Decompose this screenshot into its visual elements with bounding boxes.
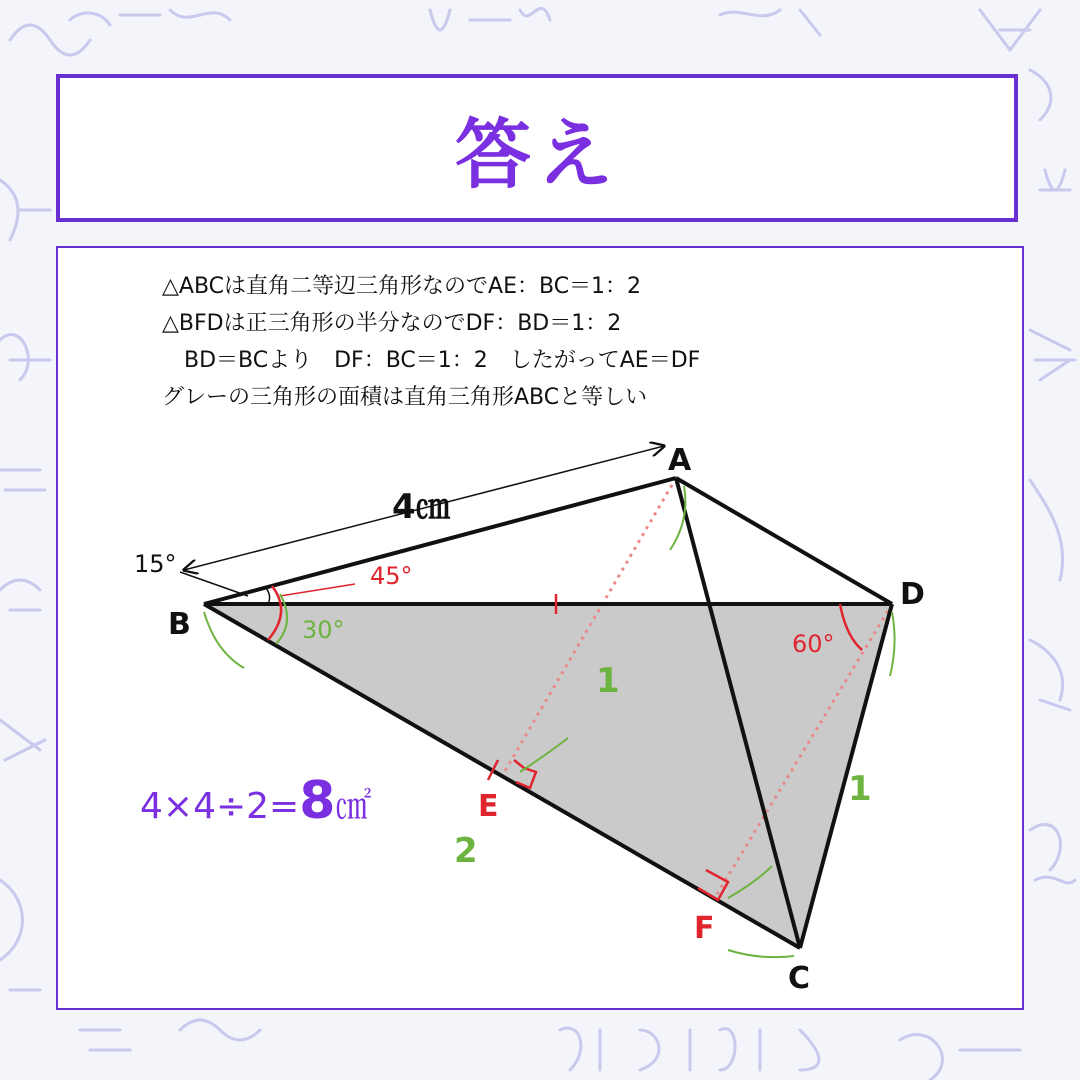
ratio-label-ae: 1 (596, 661, 620, 701)
area-formula (140, 771, 371, 831)
area-formula-unit: ㎠ (335, 786, 372, 827)
point-label-e: E (478, 789, 499, 824)
edge-ad (676, 478, 892, 604)
vertex-label-d: D (900, 577, 925, 612)
explanation-line-1: △ABCは直角二等辺三角形なのでAE：BC＝1：2 (162, 274, 642, 299)
angle-60-label: 60° (792, 630, 835, 658)
equal-arc-d (890, 612, 895, 676)
ratio-label-bc: 2 (454, 831, 478, 871)
angle-45-label: 45° (370, 562, 413, 590)
angle-15-pointer (180, 572, 248, 596)
equal-arc-c (728, 950, 794, 957)
explanation-line-2: △BFDは正三角形の半分なのでDF：BD＝1：2 (162, 311, 622, 336)
angle-45-pointer (280, 584, 355, 596)
vertex-label-b: B (168, 607, 191, 642)
angle-30-label: 30° (302, 616, 345, 644)
equal-arc-a (670, 486, 685, 550)
ratio-label-df: 1 (848, 769, 872, 809)
vertex-label-a: A (668, 443, 692, 478)
area-formula-result: 8 (299, 771, 336, 831)
explanation-line-3: BD＝BCより DF：BC＝1：2 したがってAE＝DF (162, 348, 701, 373)
angle-15-arc (266, 588, 270, 604)
angle-15-label: 15° (134, 550, 177, 578)
area-formula-expression: 4×4÷2= (140, 786, 300, 827)
page-title: 答え (455, 109, 619, 199)
explanation-line-4: グレーの三角形の面積は直角三角形ABCと等しい (162, 385, 648, 410)
point-label-f: F (694, 911, 715, 946)
length-label-ab: 4㎝ (392, 487, 450, 527)
vertex-label-c: C (788, 961, 811, 996)
